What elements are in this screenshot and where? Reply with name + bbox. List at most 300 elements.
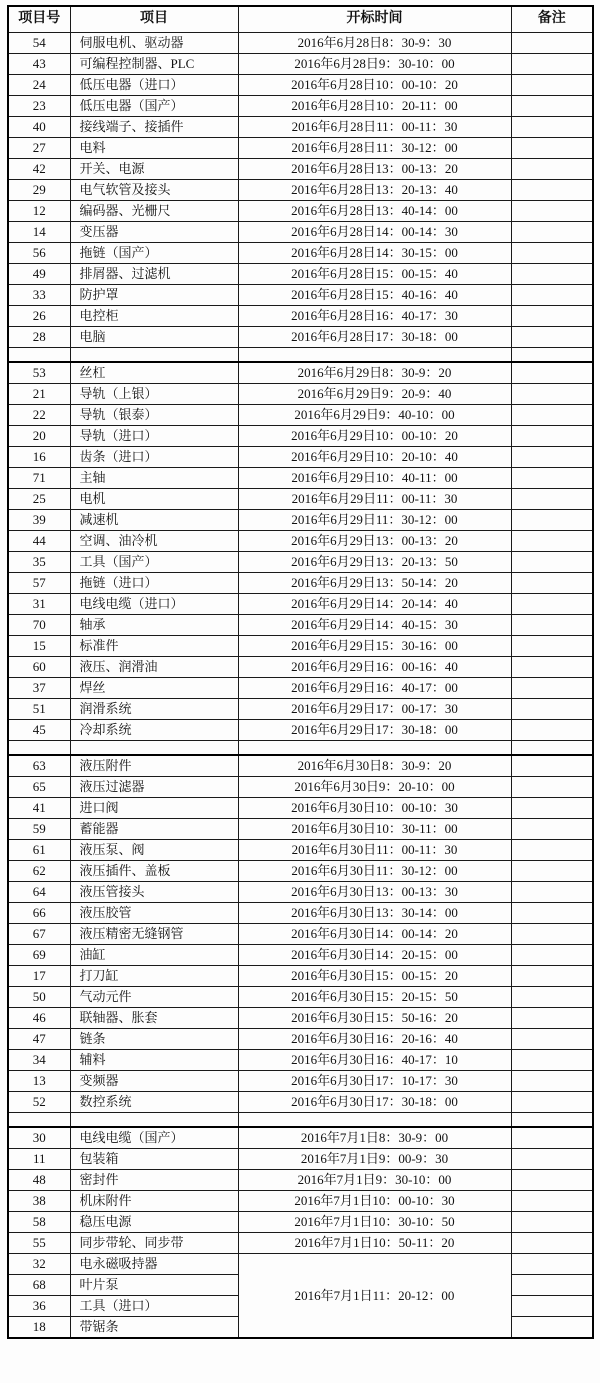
remark-cell	[511, 1191, 593, 1212]
project-no-cell: 67	[8, 924, 70, 945]
table-row	[8, 1050, 593, 1071]
project-name-cell: 减速机	[70, 510, 238, 531]
project-no-cell: 27	[8, 138, 70, 159]
table-row	[8, 798, 593, 819]
remark-cell	[511, 819, 593, 840]
remark-cell	[511, 615, 593, 636]
project-no-cell: 66	[8, 903, 70, 924]
project-no-cell: 35	[8, 552, 70, 573]
column-header-remark: 备注	[511, 6, 593, 33]
empty-cell	[511, 1113, 593, 1128]
table-row	[8, 1170, 593, 1191]
remark-cell	[511, 306, 593, 327]
bid-open-time-cell: 2016年6月30日16：40-17：10	[238, 1050, 511, 1071]
project-no-cell: 37	[8, 678, 70, 699]
table-row	[8, 678, 593, 699]
table-row	[8, 699, 593, 720]
project-no-cell: 49	[8, 264, 70, 285]
bid-open-time-cell: 2016年6月28日14：00-14：30	[238, 222, 511, 243]
project-name-cell: 主轴	[70, 468, 238, 489]
project-no-cell: 46	[8, 1008, 70, 1029]
project-name-cell: 电气软管及接头	[70, 180, 238, 201]
bid-open-time-cell: 2016年6月29日16：40-17：00	[238, 678, 511, 699]
project-name-cell: 可编程控制器、PLC	[70, 54, 238, 75]
project-no-cell: 11	[8, 1149, 70, 1170]
project-no-cell: 26	[8, 306, 70, 327]
bid-open-time-cell: 2016年6月29日13：00-13：20	[238, 531, 511, 552]
remark-cell	[511, 777, 593, 798]
project-no-cell: 38	[8, 1191, 70, 1212]
project-name-cell: 液压附件	[70, 755, 238, 777]
remark-cell	[511, 117, 593, 138]
project-no-cell: 13	[8, 1071, 70, 1092]
table-row	[8, 1008, 593, 1029]
remark-cell	[511, 1127, 593, 1149]
project-name-cell: 焊丝	[70, 678, 238, 699]
remark-cell	[511, 447, 593, 468]
empty-cell	[70, 741, 238, 756]
project-no-cell: 60	[8, 657, 70, 678]
project-no-cell: 63	[8, 755, 70, 777]
column-header-project: 项目	[70, 6, 238, 33]
table-row	[8, 657, 593, 678]
remark-cell	[511, 33, 593, 54]
table-row	[8, 426, 593, 447]
bid-open-time-cell: 2016年6月30日14：20-15：00	[238, 945, 511, 966]
project-name-cell: 蓄能器	[70, 819, 238, 840]
table-row	[8, 117, 593, 138]
remark-cell	[511, 222, 593, 243]
table-row	[8, 1071, 593, 1092]
project-no-cell: 48	[8, 1170, 70, 1191]
table-row	[8, 1029, 593, 1050]
table-row	[8, 264, 593, 285]
remark-cell	[511, 594, 593, 615]
bid-open-time-cell: 2016年6月28日15：40-16：40	[238, 285, 511, 306]
project-name-cell: 密封件	[70, 1170, 238, 1191]
table-row	[8, 1212, 593, 1233]
project-name-cell: 液压泵、阀	[70, 840, 238, 861]
project-no-cell: 18	[8, 1317, 70, 1339]
bid-open-time-cell: 2016年6月29日11：00-11：30	[238, 489, 511, 510]
project-name-cell: 联轴器、胀套	[70, 1008, 238, 1029]
project-no-cell: 57	[8, 573, 70, 594]
project-name-cell: 导轨（银泰）	[70, 405, 238, 426]
table-row	[8, 243, 593, 264]
project-name-cell: 排屑器、过滤机	[70, 264, 238, 285]
table-row	[8, 75, 593, 96]
remark-cell	[511, 201, 593, 222]
project-no-cell: 23	[8, 96, 70, 117]
table-row	[8, 405, 593, 426]
project-name-cell: 电控柜	[70, 306, 238, 327]
project-no-cell: 69	[8, 945, 70, 966]
remark-cell	[511, 1296, 593, 1317]
bid-open-time-cell: 2016年6月29日10：40-11：00	[238, 468, 511, 489]
remark-cell	[511, 573, 593, 594]
project-no-cell: 61	[8, 840, 70, 861]
bid-open-time-cell: 2016年6月30日15：20-15：50	[238, 987, 511, 1008]
project-no-cell: 64	[8, 882, 70, 903]
table-row	[8, 384, 593, 405]
project-name-cell: 丝杠	[70, 362, 238, 384]
table-row	[8, 777, 593, 798]
remark-cell	[511, 1071, 593, 1092]
project-name-cell: 标准件	[70, 636, 238, 657]
bid-open-time-cell: 2016年7月1日9：30-10：00	[238, 1170, 511, 1191]
project-no-cell: 22	[8, 405, 70, 426]
table-row	[8, 510, 593, 531]
remark-cell	[511, 840, 593, 861]
bid-open-time-cell: 2016年6月28日8：30-9：30	[238, 33, 511, 54]
bid-open-time-cell: 2016年6月30日13：00-13：30	[238, 882, 511, 903]
project-no-cell: 20	[8, 426, 70, 447]
bid-open-time-cell: 2016年6月30日14：00-14：20	[238, 924, 511, 945]
project-no-cell: 14	[8, 222, 70, 243]
project-name-cell: 电脑	[70, 327, 238, 348]
table-row	[8, 1254, 593, 1275]
bid-open-time-cell: 2016年6月28日9：30-10：00	[238, 54, 511, 75]
project-name-cell: 液压插件、盖板	[70, 861, 238, 882]
project-no-cell: 55	[8, 1233, 70, 1254]
bid-open-time-cell: 2016年6月29日14：40-15：30	[238, 615, 511, 636]
bid-open-time-cell: 2016年6月29日9：20-9：40	[238, 384, 511, 405]
header-row	[8, 6, 593, 33]
empty-cell	[511, 348, 593, 363]
project-no-cell: 31	[8, 594, 70, 615]
remark-cell	[511, 987, 593, 1008]
table-row	[8, 489, 593, 510]
project-name-cell: 液压过滤器	[70, 777, 238, 798]
bid-open-time-cell: 2016年6月28日10：20-11：00	[238, 96, 511, 117]
project-no-cell: 50	[8, 987, 70, 1008]
project-name-cell: 进口阀	[70, 798, 238, 819]
empty-cell	[70, 1113, 238, 1128]
table-row	[8, 531, 593, 552]
project-no-cell: 52	[8, 1092, 70, 1113]
empty-cell	[238, 348, 511, 363]
project-no-cell: 21	[8, 384, 70, 405]
bid-open-time-cell: 2016年6月29日13：50-14：20	[238, 573, 511, 594]
table-row	[8, 180, 593, 201]
project-name-cell: 包装箱	[70, 1149, 238, 1170]
table-row	[8, 159, 593, 180]
remark-cell	[511, 180, 593, 201]
bid-open-time-cell: 2016年6月29日17：00-17：30	[238, 699, 511, 720]
table-row	[8, 594, 593, 615]
remark-cell	[511, 426, 593, 447]
project-name-cell: 开关、电源	[70, 159, 238, 180]
bid-open-time-cell: 2016年6月28日11：00-11：30	[238, 117, 511, 138]
remark-cell	[511, 1275, 593, 1296]
remark-cell	[511, 678, 593, 699]
table-body	[8, 33, 593, 1339]
remark-cell	[511, 882, 593, 903]
project-no-cell: 68	[8, 1275, 70, 1296]
project-no-cell: 30	[8, 1127, 70, 1149]
table-row	[8, 138, 593, 159]
remark-cell	[511, 1092, 593, 1113]
project-name-cell: 接线端子、接插件	[70, 117, 238, 138]
remark-cell	[511, 798, 593, 819]
project-name-cell: 带锯条	[70, 1317, 238, 1339]
project-no-cell: 59	[8, 819, 70, 840]
bid-open-time-cell: 2016年7月1日10：30-10：50	[238, 1212, 511, 1233]
project-no-cell: 40	[8, 117, 70, 138]
project-name-cell: 导轨（上银）	[70, 384, 238, 405]
remark-cell	[511, 285, 593, 306]
bid-open-time-cell: 2016年6月28日14：30-15：00	[238, 243, 511, 264]
project-name-cell: 机床附件	[70, 1191, 238, 1212]
project-no-cell: 33	[8, 285, 70, 306]
bid-schedule-table	[7, 5, 594, 1339]
bid-open-time-cell: 2016年6月28日13：40-14：00	[238, 201, 511, 222]
table-header	[8, 6, 593, 33]
table-row	[8, 924, 593, 945]
bid-open-time-cell: 2016年6月30日11：00-11：30	[238, 840, 511, 861]
remark-cell	[511, 636, 593, 657]
remark-cell	[511, 96, 593, 117]
project-no-cell: 53	[8, 362, 70, 384]
project-name-cell: 链条	[70, 1029, 238, 1050]
table-row	[8, 1191, 593, 1212]
project-no-cell: 12	[8, 201, 70, 222]
empty-cell	[238, 741, 511, 756]
empty-cell	[8, 348, 70, 363]
bid-open-time-cell: 2016年6月29日11：30-12：00	[238, 510, 511, 531]
table-row	[8, 201, 593, 222]
bid-open-time-cell: 2016年6月29日17：30-18：00	[238, 720, 511, 741]
table-row	[8, 861, 593, 882]
table-row	[8, 1149, 593, 1170]
project-no-cell: 32	[8, 1254, 70, 1275]
remark-cell	[511, 1170, 593, 1191]
table-row	[8, 882, 593, 903]
section-separator-row	[8, 1113, 593, 1128]
bid-open-time-cell: 2016年7月1日11：20-12：00	[238, 1254, 511, 1339]
table-row	[8, 819, 593, 840]
table-row	[8, 636, 593, 657]
bid-open-time-cell: 2016年6月30日17：10-17：30	[238, 1071, 511, 1092]
bid-open-time-cell: 2016年7月1日9：00-9：30	[238, 1149, 511, 1170]
remark-cell	[511, 327, 593, 348]
table-row	[8, 720, 593, 741]
project-name-cell: 工具（进口）	[70, 1296, 238, 1317]
bid-open-time-cell: 2016年6月30日13：30-14：00	[238, 903, 511, 924]
project-no-cell: 54	[8, 33, 70, 54]
project-name-cell: 防护罩	[70, 285, 238, 306]
table-row	[8, 573, 593, 594]
bid-open-time-cell: 2016年6月30日17：30-18：00	[238, 1092, 511, 1113]
table-row	[8, 945, 593, 966]
table-row	[8, 468, 593, 489]
bid-open-time-cell: 2016年6月30日15：00-15：20	[238, 966, 511, 987]
table-row	[8, 33, 593, 54]
column-header-bid-open-time: 开标时间	[238, 6, 511, 33]
remark-cell	[511, 924, 593, 945]
project-name-cell: 导轨（进口）	[70, 426, 238, 447]
column-header-project-no: 项目号	[8, 6, 70, 33]
bid-open-time-cell: 2016年6月29日9：40-10：00	[238, 405, 511, 426]
project-name-cell: 电线电缆（国产）	[70, 1127, 238, 1149]
bid-open-time-cell: 2016年6月28日10：00-10：20	[238, 75, 511, 96]
table-row	[8, 1233, 593, 1254]
remark-cell	[511, 264, 593, 285]
section-separator-row	[8, 348, 593, 363]
bid-open-time-cell: 2016年7月1日10：50-11：20	[238, 1233, 511, 1254]
project-name-cell: 轴承	[70, 615, 238, 636]
remark-cell	[511, 755, 593, 777]
table-row	[8, 327, 593, 348]
table-row	[8, 96, 593, 117]
bid-open-time-cell: 2016年6月28日13：20-13：40	[238, 180, 511, 201]
table-row	[8, 285, 593, 306]
project-name-cell: 辅料	[70, 1050, 238, 1071]
remark-cell	[511, 966, 593, 987]
empty-cell	[8, 741, 70, 756]
project-name-cell: 油缸	[70, 945, 238, 966]
remark-cell	[511, 75, 593, 96]
project-name-cell: 润滑系统	[70, 699, 238, 720]
remark-cell	[511, 510, 593, 531]
table-row	[8, 903, 593, 924]
remark-cell	[511, 657, 593, 678]
remark-cell	[511, 552, 593, 573]
table-row	[8, 54, 593, 75]
project-no-cell: 17	[8, 966, 70, 987]
project-name-cell: 液压管接头	[70, 882, 238, 903]
bid-open-time-cell: 2016年6月28日16：40-17：30	[238, 306, 511, 327]
project-name-cell: 冷却系统	[70, 720, 238, 741]
project-name-cell: 工具（国产）	[70, 552, 238, 573]
project-no-cell: 43	[8, 54, 70, 75]
empty-cell	[511, 741, 593, 756]
remark-cell	[511, 489, 593, 510]
project-no-cell: 44	[8, 531, 70, 552]
project-name-cell: 编码器、光栅尺	[70, 201, 238, 222]
table-row	[8, 306, 593, 327]
bid-open-time-cell: 2016年6月30日10：00-10：30	[238, 798, 511, 819]
remark-cell	[511, 945, 593, 966]
project-name-cell: 液压、润滑油	[70, 657, 238, 678]
bid-open-time-cell: 2016年6月29日8：30-9：20	[238, 362, 511, 384]
remark-cell	[511, 468, 593, 489]
table-row	[8, 966, 593, 987]
project-no-cell: 51	[8, 699, 70, 720]
section-separator-row	[8, 741, 593, 756]
project-no-cell: 65	[8, 777, 70, 798]
table-row	[8, 755, 593, 777]
project-name-cell: 空调、油冷机	[70, 531, 238, 552]
remark-cell	[511, 1008, 593, 1029]
project-name-cell: 稳压电源	[70, 1212, 238, 1233]
bid-open-time-cell: 2016年6月29日15：30-16：00	[238, 636, 511, 657]
table-row	[8, 362, 593, 384]
project-no-cell: 42	[8, 159, 70, 180]
project-no-cell: 70	[8, 615, 70, 636]
bid-open-time-cell: 2016年6月30日8：30-9：20	[238, 755, 511, 777]
table-row	[8, 1092, 593, 1113]
project-name-cell: 低压电器（进口）	[70, 75, 238, 96]
project-no-cell: 28	[8, 327, 70, 348]
remark-cell	[511, 531, 593, 552]
table-row	[8, 987, 593, 1008]
project-no-cell: 71	[8, 468, 70, 489]
project-name-cell: 变频器	[70, 1071, 238, 1092]
project-name-cell: 电永磁吸持器	[70, 1254, 238, 1275]
remark-cell	[511, 362, 593, 384]
remark-cell	[511, 861, 593, 882]
remark-cell	[511, 1233, 593, 1254]
remark-cell	[511, 699, 593, 720]
project-name-cell: 气动元件	[70, 987, 238, 1008]
empty-cell	[238, 1113, 511, 1128]
remark-cell	[511, 1029, 593, 1050]
bid-open-time-cell: 2016年6月30日15：50-16：20	[238, 1008, 511, 1029]
bid-open-time-cell: 2016年6月29日14：20-14：40	[238, 594, 511, 615]
remark-cell	[511, 1212, 593, 1233]
bid-open-time-cell: 2016年6月28日11：30-12：00	[238, 138, 511, 159]
remark-cell	[511, 1149, 593, 1170]
project-name-cell: 液压精密无缝钢管	[70, 924, 238, 945]
remark-cell	[511, 138, 593, 159]
project-no-cell: 56	[8, 243, 70, 264]
empty-cell	[8, 1113, 70, 1128]
project-name-cell: 叶片泵	[70, 1275, 238, 1296]
table-row	[8, 840, 593, 861]
bid-open-time-cell: 2016年6月30日16：20-16：40	[238, 1029, 511, 1050]
project-name-cell: 齿条（进口）	[70, 447, 238, 468]
project-no-cell: 58	[8, 1212, 70, 1233]
project-no-cell: 15	[8, 636, 70, 657]
table-row	[8, 1127, 593, 1149]
project-no-cell: 25	[8, 489, 70, 510]
project-name-cell: 打刀缸	[70, 966, 238, 987]
remark-cell	[511, 54, 593, 75]
bid-open-time-cell: 2016年6月30日10：30-11：00	[238, 819, 511, 840]
bid-open-time-cell: 2016年6月30日11：30-12：00	[238, 861, 511, 882]
project-name-cell: 电线电缆（进口）	[70, 594, 238, 615]
bid-open-time-cell: 2016年6月29日13：20-13：50	[238, 552, 511, 573]
remark-cell	[511, 1317, 593, 1339]
bid-open-time-cell: 2016年6月28日17：30-18：00	[238, 327, 511, 348]
bid-open-time-cell: 2016年6月30日9：20-10：00	[238, 777, 511, 798]
empty-cell	[70, 348, 238, 363]
project-name-cell: 变压器	[70, 222, 238, 243]
project-no-cell: 24	[8, 75, 70, 96]
project-name-cell: 拖链（进口）	[70, 573, 238, 594]
project-no-cell: 36	[8, 1296, 70, 1317]
project-name-cell: 伺服电机、驱动器	[70, 33, 238, 54]
project-name-cell: 液压胶管	[70, 903, 238, 924]
project-no-cell: 41	[8, 798, 70, 819]
project-name-cell: 电料	[70, 138, 238, 159]
project-no-cell: 16	[8, 447, 70, 468]
remark-cell	[511, 384, 593, 405]
remark-cell	[511, 405, 593, 426]
project-no-cell: 34	[8, 1050, 70, 1071]
project-no-cell: 29	[8, 180, 70, 201]
project-name-cell: 电机	[70, 489, 238, 510]
table-row	[8, 615, 593, 636]
project-no-cell: 62	[8, 861, 70, 882]
remark-cell	[511, 1050, 593, 1071]
project-no-cell: 47	[8, 1029, 70, 1050]
bid-open-time-cell: 2016年7月1日8：30-9：00	[238, 1127, 511, 1149]
bid-open-time-cell: 2016年6月28日15：00-15：40	[238, 264, 511, 285]
table-row	[8, 552, 593, 573]
project-no-cell: 39	[8, 510, 70, 531]
